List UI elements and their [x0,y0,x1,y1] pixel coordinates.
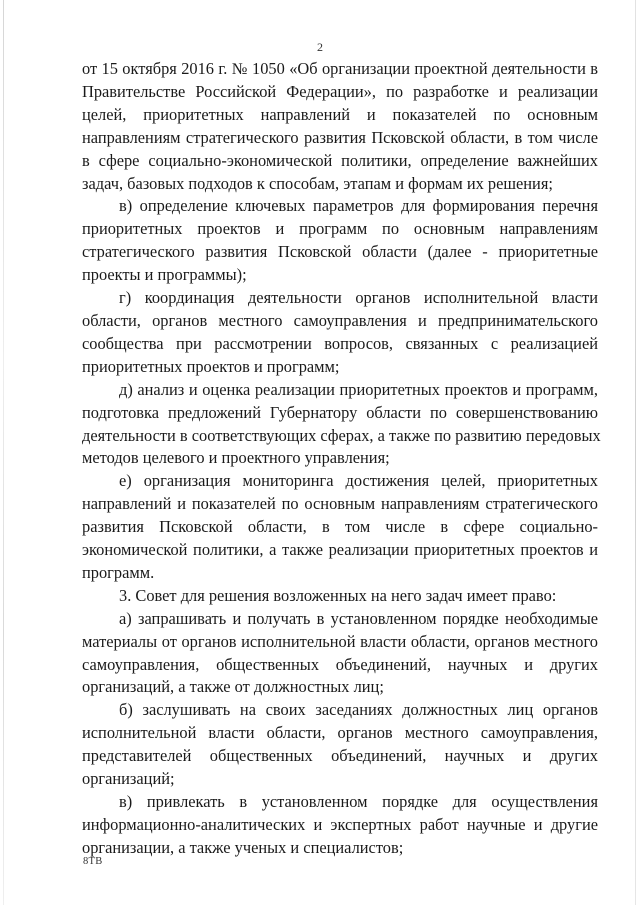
paragraph-d [82,379,601,471]
text-line: целей, приоритетных направлений и показателей по основным [82,104,598,124]
text-line: Правительстве Российской Федерации», по разработке и реализации [82,81,598,101]
paragraph-v [82,195,598,287]
paragraph-e [82,470,598,585]
text-line: организации, а также ученых и специалистов; [82,837,404,857]
text-line: исполнительной власти области, органов местного самоуправления, [82,723,598,743]
text-line: в) привлекать в установленном порядке для осуществления [119,792,598,811]
text-line: направлений и показателей по основным направлениям стратегического [82,494,598,514]
document-body [82,58,601,860]
footer-code: 8ТВ [83,856,103,867]
text-line: в сфере социально-экономической политики, определение важнейших [82,150,598,170]
scan-edge-left [3,0,4,905]
text-line: сообщества при рассмотрении вопросов, связанных с реализацией [82,333,598,353]
text-line: б) заслушивать на своих заседаниях должностных лиц органов [119,700,598,720]
text-line: е) организация мониторинга достижения целей, приоритетных [119,471,598,491]
text-line: 3. Совет для решения возложенных на него задач имеет право: [119,585,557,605]
text-line: области, органов местного самоуправления и предпринимательского [82,310,598,330]
text-line: развития Псковской области, в том числе в сфере социально- [82,517,598,537]
text-line: методов целевого и проектного управления; [82,448,390,468]
text-line: деятельности в соответствующих сферах, а также по развитию передовых [82,425,601,445]
text-line: стратегического развития Псковской области (далее - приоритетные [82,242,598,262]
text-line: г) координация деятельности органов исполнительной власти [119,288,598,308]
text-line: экономической политики, а также реализации приоритетных проектов и [82,540,598,560]
text-line: приоритетных проектов и программ; [82,356,340,376]
scan-edge-right [635,0,636,905]
paragraph-b [82,699,598,791]
text-line: представителей общественных объединений, научных и других [82,746,598,766]
text-line: д) анализ и оценка реализации приоритетных проектов и программ, [119,379,598,399]
text-line: направлениям стратегического развития Псковской области, в том числе [82,127,598,147]
text-line: программ. [82,562,155,582]
text-line: самоуправления, общественных объединений, научных и других [82,654,598,674]
paragraph-cont [82,58,598,195]
text-line: приоритетных проектов и программ по основным направлениям [82,219,598,239]
paragraph-v2 [82,791,598,860]
text-line: задач, базовых подходов к способам, этапам и формам их решения; [82,173,553,193]
text-line: материалы от органов исполнительной власти области, органов местного [82,631,598,651]
paragraph-p3 [82,585,598,608]
paragraph-g [82,287,598,379]
text-line: проекты и программы); [82,265,247,285]
text-line: от 15 октября 2016 г. № 1050 «Об организации проектной деятельности в [82,59,598,78]
text-line: а) запрашивать и получать в установленном порядке необходимые [119,608,598,628]
page-number: 2 [317,40,323,54]
text-line: организаций; [82,769,175,789]
text-line: организаций, а также от должностных лиц; [82,677,384,697]
text-line: подготовка предложений Губернатору области по совершенствованию [82,402,598,422]
text-line: информационно-аналитических и экспертных работ научные и другие [82,814,598,834]
paragraph-a [82,608,598,700]
text-line: в) определение ключевых параметров для формирования перечня [119,196,598,216]
